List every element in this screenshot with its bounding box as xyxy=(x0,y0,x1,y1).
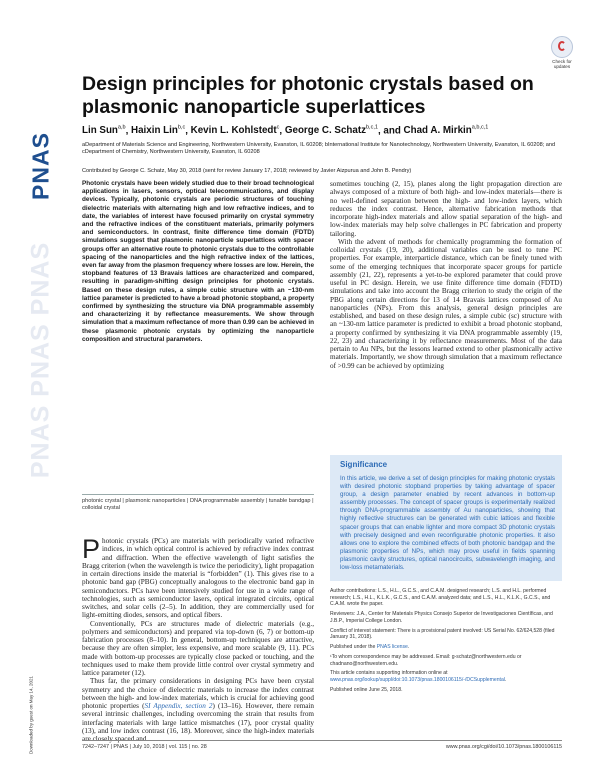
author[interactable]: Kevin L. Kohlstedt$^c$ xyxy=(190,125,280,137)
reviewers-note: Reviewers: J.A., Center for Materials Physics Consejo Superior de Investigaciones Científicas, and J.B.P., Imperial College London. xyxy=(330,611,553,624)
article-notes xyxy=(330,588,562,697)
pnas-logo-text: PNAS xyxy=(27,132,54,200)
affiliations: aDepartment of Materials Science and Engineering, Northwestern University, Evanston, IL 60208; bInternational Institute for Nanotechnology, Northwestern University, Evanston, IL 60208; and cDepartment of Chemistry, Northwestern University, Evanston, IL 60208 xyxy=(82,142,556,156)
footer-divider xyxy=(82,740,562,741)
drop-cap: P xyxy=(82,534,101,564)
license-note: Published under the PNAS license. xyxy=(330,644,410,651)
intro-paragraph: Photonic crystals (PCs) are materials with periodically varied refractive indices, in which optical control is achieved by refractive index contrast and diffraction. When the effective wavelength of light satisfies the Bragg criterion (when the wavelength is twice the periodicity), light propagation in certain directions inside the material is “forbidden” (1). This gives rise to a photonic band gap (PBG) conceptually analogous to the electronic band gap in semiconductors. PCs have been intensively studied for use in a wide range of technologies, such as semiconductor lasers, optical integrated circuits, optical switches, and solar cells (2–5). In addition, they are commercially used for light-emitting diodes, sensors, and optical fibers. xyxy=(82,534,314,620)
supporting-info-link[interactable]: www.pnas.org/lookup/suppl/doi:10.1073/pnas.1800106115/-/DCSupplemental xyxy=(330,677,505,684)
paper-title: Design principles for photonic crystals based on plasmonic nanoparticle superlattices xyxy=(82,73,534,118)
check-for-updates-badge[interactable] xyxy=(548,36,576,70)
significance-text: In this article, we derive a set of design principles for making photonic crystals with desired photonic stopband properties by taking advantage of spacer group, a design parameter enabled by recent advances in bottom-up assembly processes. The concept of spacer groups is experimentally realized through DNA-programmable assembly of Au nanoparticles, showing that highly reflective structures can be generated with cubic lattices and flexible spacer groups that can enable lighter and more compact 3D photonic crystals with precisely designed and even reconfigurable photonic properties. It also allows one to explore the combined effects of both photonic bandgap and the plasmonic properties of NPs, which may prove useful in fields spanning plasmonic cavity structures, optical nanocircuits, subwavelength imaging, and low-loss metamaterials. xyxy=(340,475,555,572)
update-icon xyxy=(551,36,573,58)
author[interactable]: Chad A. Mirkin$^{a,b,c,1}$ xyxy=(403,125,489,137)
footer-doi-link[interactable]: www.pnas.org/cgi/doi/10.1073/pnas.1800106115 xyxy=(445,744,562,750)
pnas-logo xyxy=(27,126,54,206)
body-paragraph: Thus far, the primary considerations in designing PCs have been crystal symmetry and the choice of dielectric materials to increase the index contrast between the high- and low-index materials, which is crucial for achieving good photonic properties (SI Appendix, section 2) (13–16). However, there remain several intrinsic challenges, including overcoming the strain that results from interfacing materials with large lattice mismatches (17), poor crystal quality (13), and low index contrast (16, 18). Moreover, since the high-index materials are closely spaced and xyxy=(82,677,315,743)
author-contributions: Author contributions: L.S., H.L., G.C.S., and C.A.M. designed research; L.S. and H.L. performed research; L.S., H.L., K.L.K., G.C.S., and C.A.M. analyzed data; and L.S., H.L., K.L.K., G.C.S., and C.A.M. wrote the paper. xyxy=(330,588,551,608)
conflict-statement: Conflict of interest statement: There is a provisional patent involved: US Serial No. 62/624,528 (filed January 31, 2018). xyxy=(330,627,555,641)
body-paragraph: With the advent of methods for chemically programming the formation of colloidal crystals (19, 20), additional variables can be used to tune PC properties. For example, interparticle distance, which can be finely tuned with some of the emerging techniques that incorporate spacer groups for particle assembly (21, 22), represents a yet-to-be explored parameter that could prove useful in PC design. Herein, we use finite difference time domain (FDTD) simulations and take into account the Bragg criterion to study the origin of the PBG along certain directions for 13 of 14 Bravais lattices composed of Au nanoparticles (NPs). From this analysis, general design principles are established, and based on these design rules, a simple cubic (sc) structure with an ~130-nm lattice parameter is predicted to exhibit a broad photonic stopband, a property confirmed by synthesizing it via DNA programmable assembly (19, 22, 23) and characterizing it by reflectance measurements. Most of the data pertain to Au NPs, but the lessons learned extend to other plasmonically active materials. Importantly, we show through simulation that a maximum reflectance of >0.99 can be achieved by optimizing xyxy=(330,237,562,370)
si-appendix-link[interactable]: SI Appendix, section 2 xyxy=(144,702,213,710)
check-for-updates-label: Check for updates xyxy=(552,59,572,69)
contributed-note: Contributed by George C. Schatz, May 30, 2018 (sent for review January 17, 2018; reviewed by Javier Aizpurua and John B. Pendry) xyxy=(82,168,412,174)
body-paragraph: sometimes touching (2, 15), planes along the light propagation direction are always composed of a mixture of both high- and low-index materials—there is no well-defined separation between the high- and low-index layers, which reduces the index contrast. Hence, alternative fabrication methods that incorporate high-index materials and allow spatial separation of the high- and low-index materials may help solve challenges in PC fabrication and property tailoring. xyxy=(330,180,562,238)
pnas-license-link[interactable]: PNAS license xyxy=(376,644,408,651)
author[interactable]: George C. Schatz$^{b,c,1}$ xyxy=(284,125,378,137)
body-paragraph: Conventionally, PCs are structures made of dielectric materials (e.g., polymers and semiconductors) and prepared via top-down (6, 7) or bottom-up fabrication processes (8–10). In general, bottom-up techniques are attractive, because they are often simpler, less expensive, and more scalable (9, 11). PCs made with bottom-up processes are typically close packed or touching, and the techniques used to make them provide little control over crystal symmetry and lattice parameter (12). xyxy=(82,619,314,677)
author[interactable]: Lin Sun$^{a,b}$ xyxy=(82,125,126,137)
published-online: Published online June 25, 2018. xyxy=(330,686,403,693)
abstract-text: Photonic crystals have been widely studied due to their broad technological applications in lasers, sensors, optical telecommunications, and display devices. Typically, photonic crystals are periodic structures of touching dielectric materials with alternating high and low refractive indices, and to date, the variables of interest have focused primarily on crystal symmetry and the refractive indices of the constituent materials, primarily polymers and semiconductors. In contrast, finite difference time domain (FDTD) simulations suggest that plasmonic nanoparticle superlattices with spacer groups offer an alternative route to photonic crystals due to the controllable spacing of the nanoparticles and the high refractive index of the lattices, even far away from the plasmon frequency where losses are low. Herein, the stopband features of 13 Bravais lattices are characterized and compared, resulting in paradigm-shifting design principles for photonic crystals. Based on these design rules, a simple cubic structure with an ~130-nm lattice parameter is predicted to have a broad photonic stopband, a property confirmed by synthesizing the structure via DNA programmable assembly and characterizing it by reflectance measurements. We show through simulation that a maximum reflectance of more than 0.99 can be achieved in these plasmonic photonic crystals by optimizing the nanoparticle composition and structural parameters. xyxy=(82,180,314,343)
supporting-info-note: This article contains supporting information online at www.pnas.org/lookup/suppl/doi:10.1073/pnas.1800106115/-/DCSupplemental. xyxy=(330,670,507,684)
correspondence-note: ¹To whom correspondence may be addressed. Email: g-schatz@northwestern.edu or chadnano@northwestern.edu. xyxy=(330,653,522,667)
footer-citation: 7242–7247 | PNAS | July 10, 2018 | vol. 115 | no. 28 xyxy=(82,744,207,750)
download-note xyxy=(26,660,36,770)
pnas-side-watermark-text: PNAS PNAS PNAS xyxy=(26,241,55,479)
author[interactable]: Haixin Lin$^{b,c}$ xyxy=(131,125,186,137)
keywords-divider xyxy=(82,494,314,495)
body-right-column xyxy=(330,180,562,370)
download-note-text: Downloaded by guest on May 14, 2021 xyxy=(28,675,34,755)
body-left-column xyxy=(82,534,315,743)
abstract xyxy=(82,180,314,344)
significance-title: Significance xyxy=(340,460,388,469)
keywords: photonic crystal | plasmonic nanoparticles | DNA programmable assembly | tunable bandgap | colloidal crystal xyxy=(82,498,314,511)
author-list: Lin Sun$^{a,b}$, Haixin Lin$^{b,c}$, Kevin L. Kohlstedt$^c$, George C. Schatz$^{b,c,1}$, and Chad A. Mirkin$^{a,b,c,1}$ xyxy=(82,125,489,137)
